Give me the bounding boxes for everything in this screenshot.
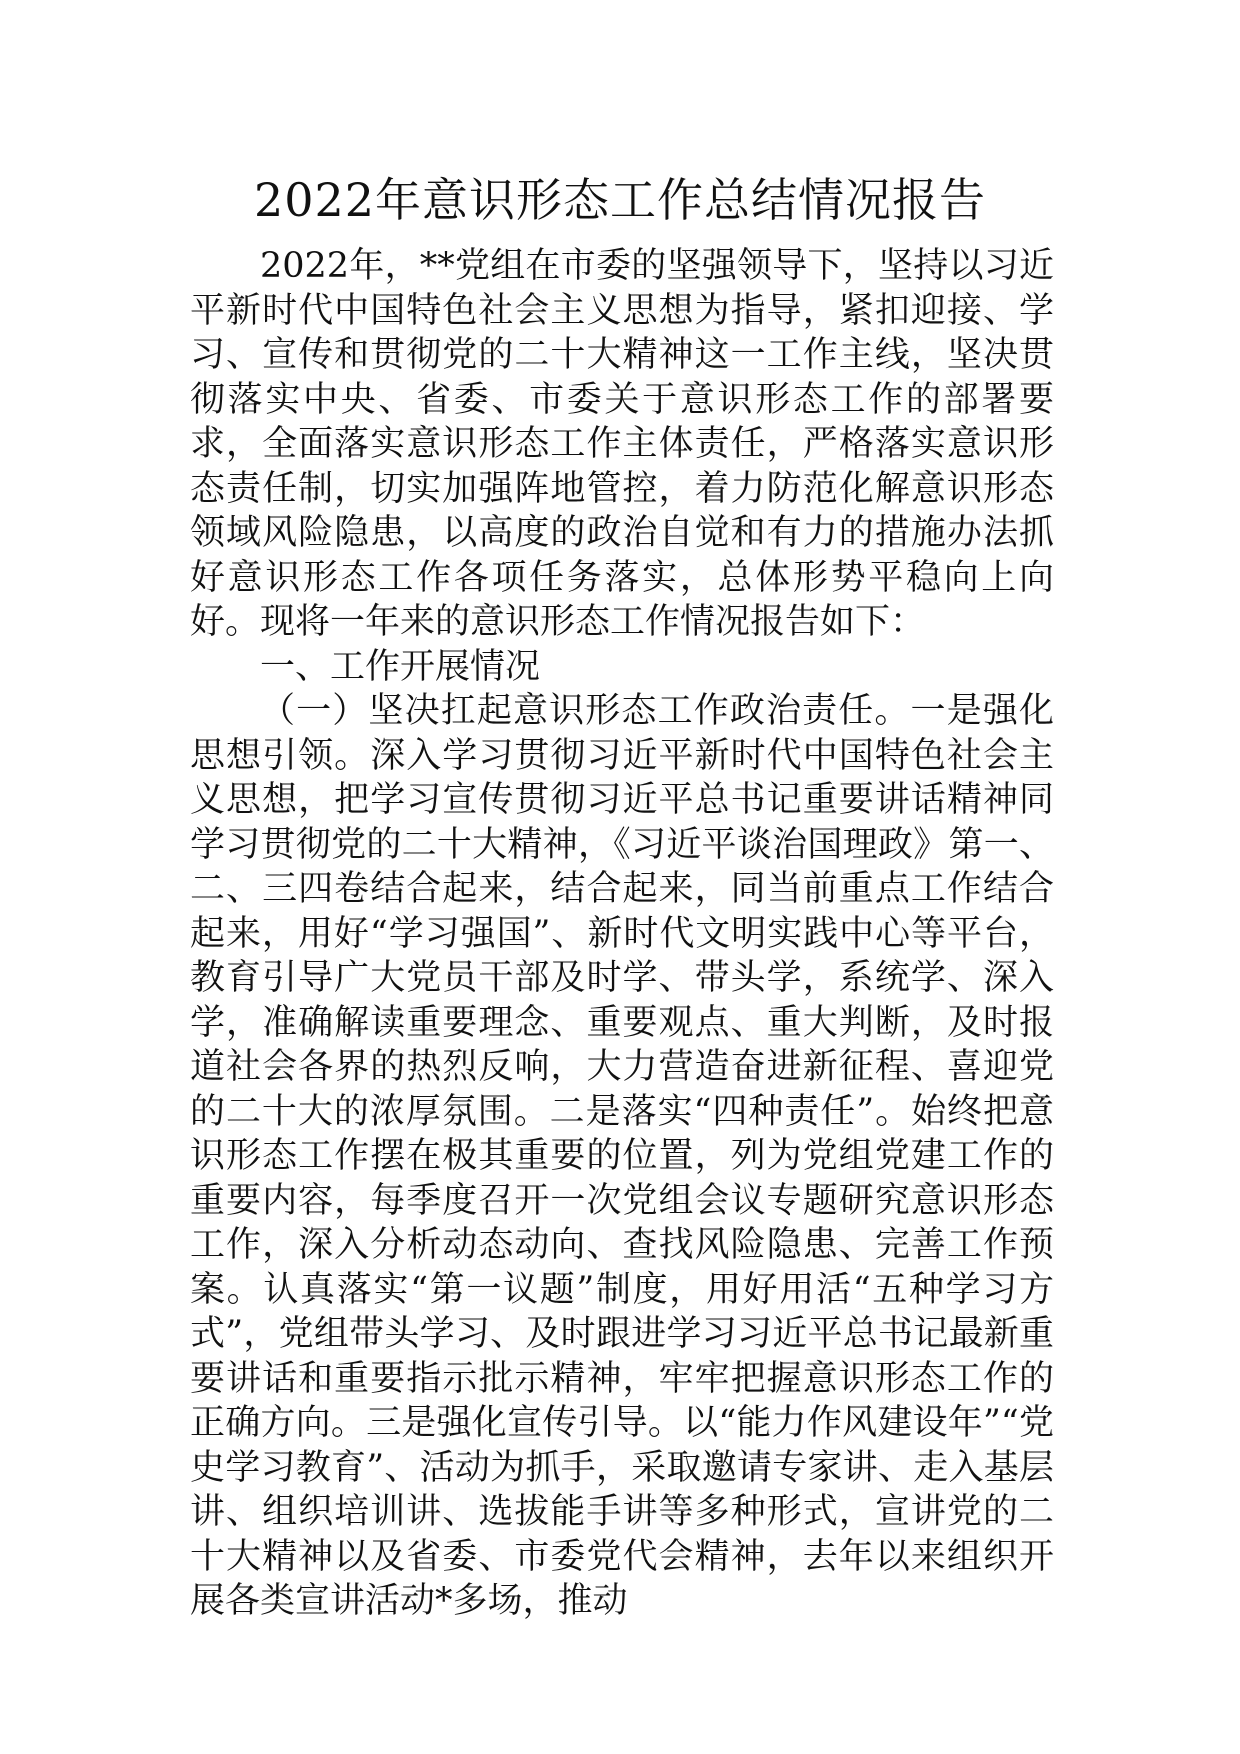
intro-paragraph: 2022年，**党组在市委的坚强领导下，坚持以习近平新时代中国特色社会主义思想为指导，紧扣迎接、学习、宣传和贯彻党的二十大精神这一工作主线，坚决贯彻落实中央、省委、市委关于意识形态工作的部署要求，全面落实意识形态工作主体责任，严格落实意识形态责任制，切实加强阵地管控，着力防范化解意识形态领域风险隐患，以高度的政治自觉和有力的措施办法抓好意识形态工作各项任务落实，总体形势平稳向上向好。现将一年来的意识形态工作情况报告如下： — [190, 246, 1054, 642]
section-paragraph: （一）坚决扛起意识形态工作政治责任。一是强化思想引领。深入学习贯彻习近平新时代中国特色社会主义思想，把学习宣传贯彻习近平总书记重要讲话精神同学习贯彻党的二十大精神，《习近平谈治国理政》第一、二、三四卷结合起来，结合起来，同当前重点工作结合起来，用好“学习强国”、新时代文明实践中心等平台，教育引导广大党员干部及时学、带头学，系统学、深入学，准确解读重要理念、重要观点、重大判断，及时报道社会各界的热烈反响，大力营造奋进新征程、喜迎党的二十大的浓厚氛围。二是落实“四种责任”。始终把意识形态工作摆在极其重要的位置，列为党组党建工作的重要内容，每季度召开一次党组会议专题研究意识形态工作，深入分析动态动向、查找风险隐患、完善工作预案。认真落实“第一议题”制度，用好用活“五种学习方式”，党组带头学习、及时跟进学习习近平总书记最新重要讲话和重要指示批示精神，牢牢把握意识形态工作的正确方向。三是强化宣传引导。以“能力作风建设年”“党史学习教育”、活动为抓手，采取邀请专家讲、走入基层讲、组织培训讲、选拔能手讲等多种形式，宣讲党的二十大精神以及省委、市委党代会精神，去年以来组织开展各类宣讲活动*多场，推动 — [190, 691, 1054, 1621]
document-body — [190, 244, 1054, 1624]
document-title: 2022年意识形态工作总结情况报告 — [253, 173, 987, 227]
section-heading: 一、工作开展情况 — [260, 646, 541, 687]
